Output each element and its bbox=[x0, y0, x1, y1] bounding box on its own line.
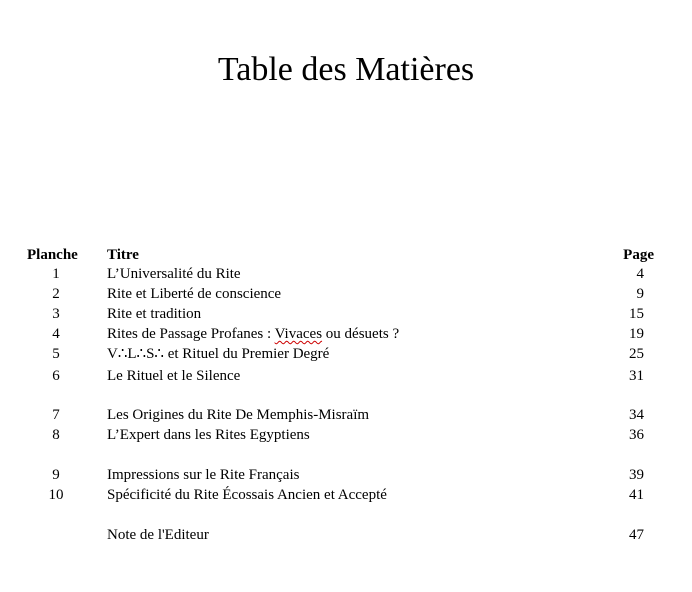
row-number: 7 bbox=[52, 407, 60, 423]
row-number: 4 bbox=[52, 326, 60, 342]
row-page: 25 bbox=[629, 346, 644, 362]
row-title: Le Rituel et le Silence bbox=[107, 368, 241, 384]
toc-row bbox=[0, 344, 692, 364]
header-page: Page bbox=[623, 247, 654, 263]
row-title: Note de l'Editeur bbox=[107, 527, 209, 543]
row-title: Rite et tradition bbox=[107, 306, 202, 322]
row-page: 47 bbox=[629, 527, 644, 543]
toc-row bbox=[0, 485, 692, 505]
toc-row bbox=[0, 405, 692, 425]
row-page: 9 bbox=[636, 286, 644, 302]
row-number: 10 bbox=[48, 487, 64, 503]
page-title: Table des Matières bbox=[217, 51, 475, 88]
row-title: Les Origines du Rite De Memphis-Misraïm bbox=[107, 407, 370, 423]
row-title: Rites de Passage Profanes : Vivaces ou désuets ? bbox=[107, 326, 400, 342]
row-title: V∴L∴S∴ et Rituel du Premier Degré bbox=[107, 346, 330, 362]
row-page: 41 bbox=[629, 487, 644, 503]
toc-header-row bbox=[0, 245, 692, 265]
row-page: 31 bbox=[629, 368, 644, 384]
toc-row bbox=[0, 465, 692, 485]
row-page: 4 bbox=[636, 266, 644, 282]
row-page: 19 bbox=[629, 326, 644, 342]
row-number: 8 bbox=[52, 427, 60, 443]
toc-row bbox=[0, 264, 692, 284]
row-page: 34 bbox=[629, 407, 644, 423]
header-planche: Planche bbox=[27, 247, 78, 263]
toc-row bbox=[0, 324, 692, 344]
row-title: Impressions sur le Rite Français bbox=[107, 467, 300, 483]
row-page: 15 bbox=[629, 306, 644, 322]
row-number: 3 bbox=[52, 306, 60, 322]
header-titre: Titre bbox=[107, 247, 139, 263]
row-title: Spécificité du Rite Écossais Ancien et Accepté bbox=[107, 487, 387, 503]
row-title: L’Universalité du Rite bbox=[107, 266, 241, 282]
toc-row bbox=[0, 284, 692, 304]
toc-row bbox=[0, 525, 692, 545]
row-number: 9 bbox=[52, 467, 60, 483]
toc-row bbox=[0, 304, 692, 324]
spellcheck-flagged-word: Vivaces bbox=[274, 326, 323, 342]
toc-row bbox=[0, 425, 692, 445]
row-title: L’Expert dans les Rites Egyptiens bbox=[107, 427, 310, 443]
row-number: 1 bbox=[52, 266, 60, 282]
row-number: 6 bbox=[52, 368, 60, 384]
row-title: Rite et Liberté de conscience bbox=[107, 286, 282, 302]
row-page: 39 bbox=[629, 467, 644, 483]
row-number: 5 bbox=[52, 346, 60, 362]
row-number: 2 bbox=[52, 286, 60, 302]
row-page: 36 bbox=[629, 427, 644, 443]
toc-row bbox=[0, 366, 692, 386]
